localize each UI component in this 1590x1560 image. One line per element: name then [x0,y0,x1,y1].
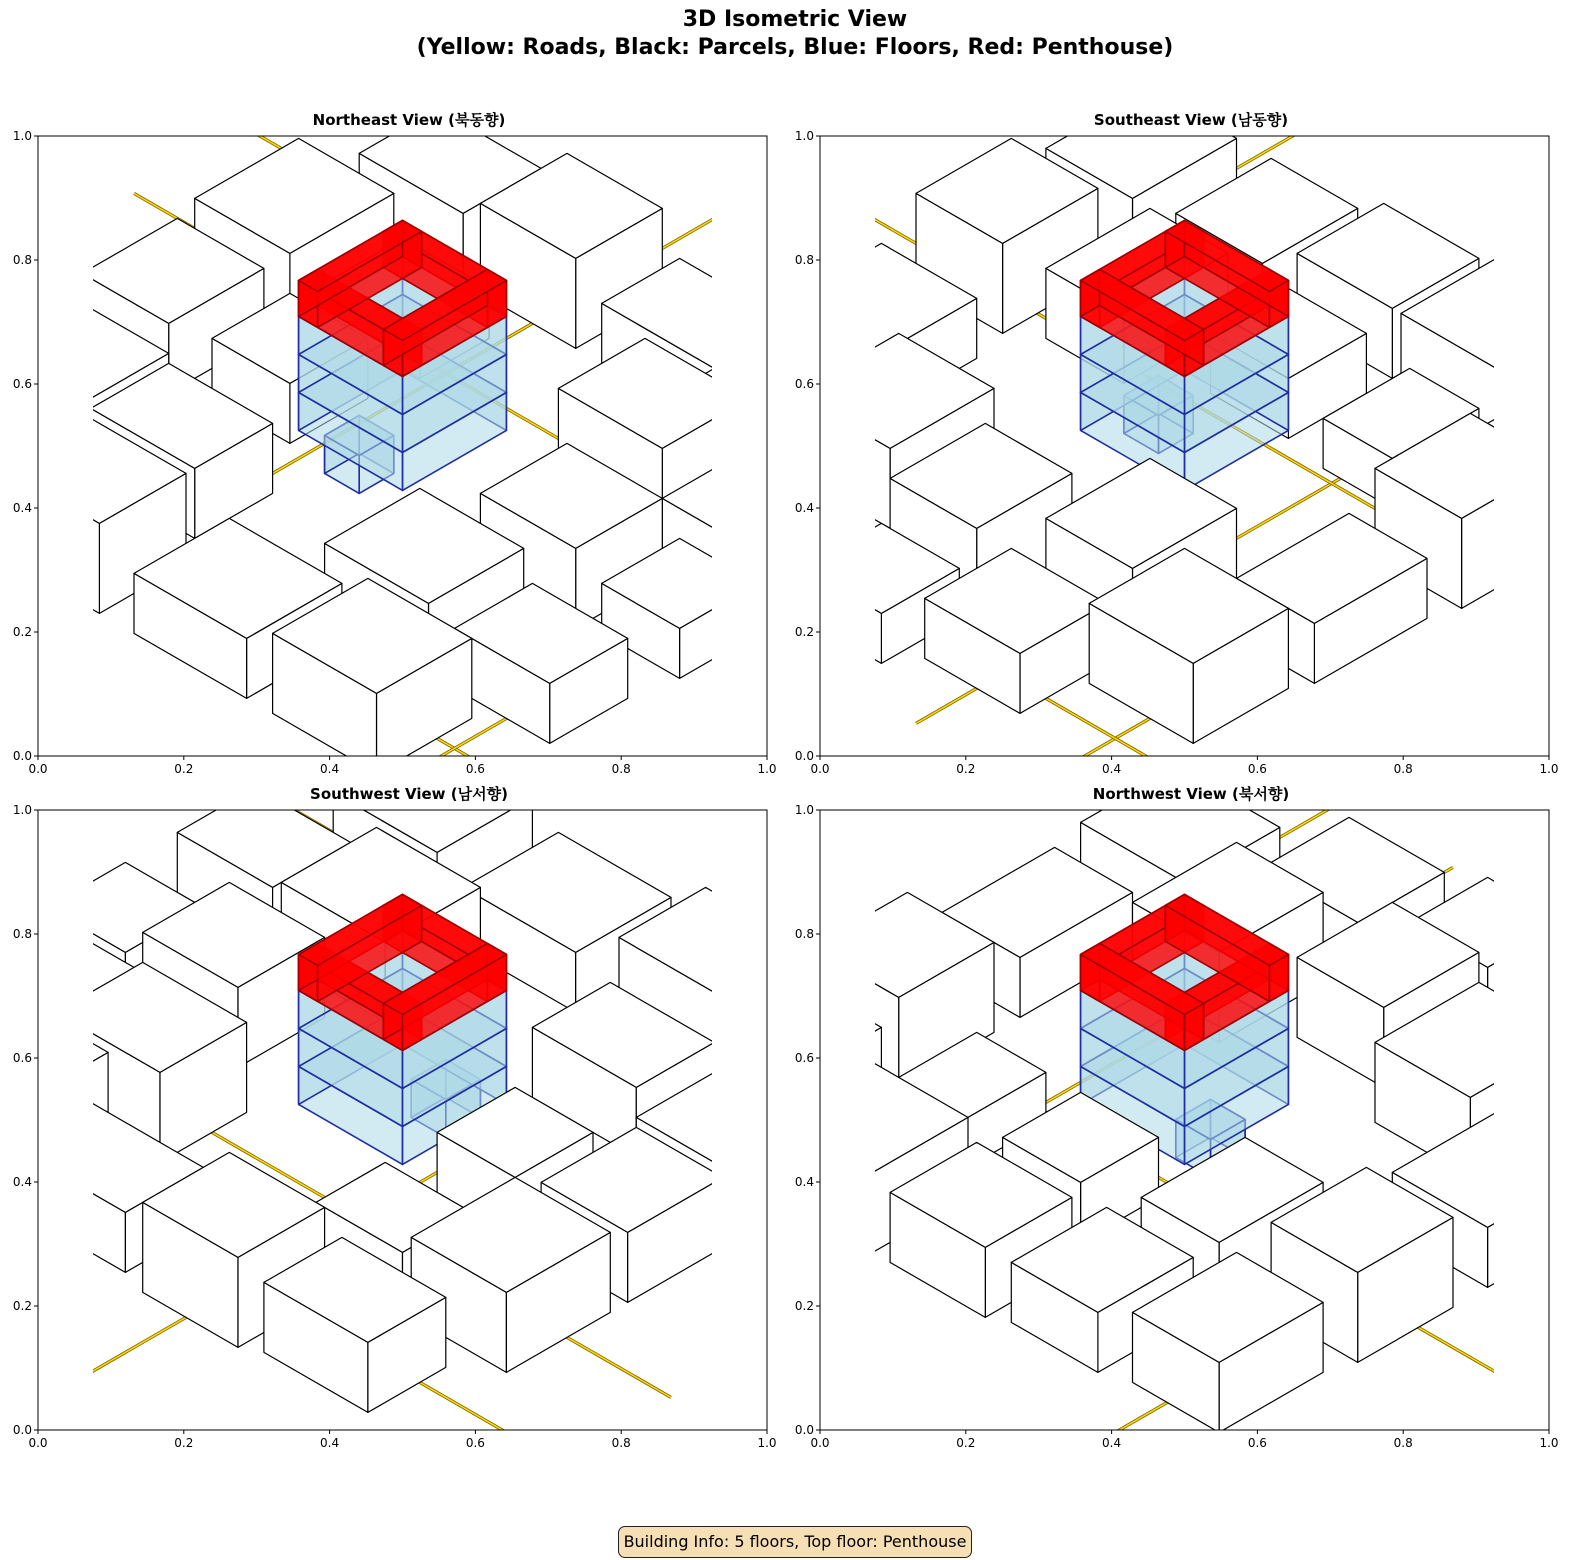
y-tick-label: 0.6 [12,1051,32,1065]
x-tick-label: 0.2 [956,1436,976,1450]
y-tick-label: 0.2 [794,625,814,639]
x-tick-label: 0.4 [1102,1436,1122,1450]
x-tick-label: 1.0 [1539,1436,1559,1450]
y-tick-label: 0.8 [12,927,32,941]
y-tick-label: 0.4 [794,501,814,515]
building-info-box: Building Info: 5 floors, Top floor: Penthouse [618,1526,972,1558]
x-tick-label: 0.6 [465,1436,485,1450]
x-tick-label: 0.0 [28,1436,48,1450]
y-tick-label: 0.2 [794,1299,814,1313]
y-tick-label: 0.6 [794,377,814,391]
x-tick-label: 0.8 [1393,762,1413,776]
parcel-building [0,358,73,538]
y-tick-label: 0.8 [794,253,814,267]
parcel-building [1505,942,1590,1102]
parcel-building [1488,363,1590,538]
axes-southwest [0,802,777,1462]
x-tick-label: 0.0 [810,1436,830,1450]
y-tick-label: 1.0 [794,803,814,817]
x-tick-label: 0.6 [465,762,485,776]
axes-southeast [782,128,1559,788]
y-tick-label: 0.8 [794,927,814,941]
y-tick-label: 1.0 [794,129,814,143]
y-tick-label: 0.4 [12,1175,32,1189]
x-tick-label: 0.0 [28,762,48,776]
y-tick-label: 0.0 [12,1423,32,1437]
x-tick-label: 0.6 [1247,762,1267,776]
x-tick-label: 0.0 [810,762,830,776]
y-tick-label: 0.0 [12,749,32,763]
y-tick-label: 0.2 [12,1299,32,1313]
parcel-building [1531,1012,1590,1207]
y-tick-label: 0.8 [12,253,32,267]
figure-title: 3D Isometric View [682,7,908,32]
axes-northeast [0,128,777,788]
x-tick-label: 1.0 [757,762,777,776]
x-tick-label: 0.2 [956,762,976,776]
x-tick-label: 0.8 [611,762,631,776]
x-tick-label: 0.4 [320,762,340,776]
figure-subtitle: (Yellow: Roads, Black: Parcels, Blue: Floors, Red: Penthouse) [416,35,1174,60]
x-tick-label: 1.0 [1539,762,1559,776]
x-tick-label: 0.4 [1102,762,1122,776]
x-tick-label: 0.8 [1393,1436,1413,1450]
axes-northwest [782,802,1559,1462]
y-tick-label: 0.6 [12,377,32,391]
x-tick-label: 0.2 [174,1436,194,1450]
x-tick-label: 0.8 [611,1436,631,1450]
parcel-building [0,997,108,1192]
y-tick-label: 0.4 [12,501,32,515]
panel-title-southeast: Southeast View (남동향) [1093,111,1289,129]
y-tick-label: 0.2 [12,625,32,639]
y-tick-label: 1.0 [12,803,32,817]
y-tick-label: 1.0 [12,129,32,143]
y-tick-label: 0.0 [794,1423,814,1437]
y-tick-label: 0.6 [794,1051,814,1065]
x-tick-label: 0.4 [320,1436,340,1450]
panel-title-southwest: Southwest View (남서향) [310,785,508,803]
x-tick-label: 0.2 [174,762,194,776]
y-tick-label: 0.4 [794,1175,814,1189]
y-tick-label: 0.0 [794,749,814,763]
x-tick-label: 0.6 [1247,1436,1267,1450]
panel-title-northeast: Northeast View (북동향) [312,111,506,129]
x-tick-label: 1.0 [757,1436,777,1450]
panel-title-northwest: Northwest View (북서향) [1092,785,1290,803]
